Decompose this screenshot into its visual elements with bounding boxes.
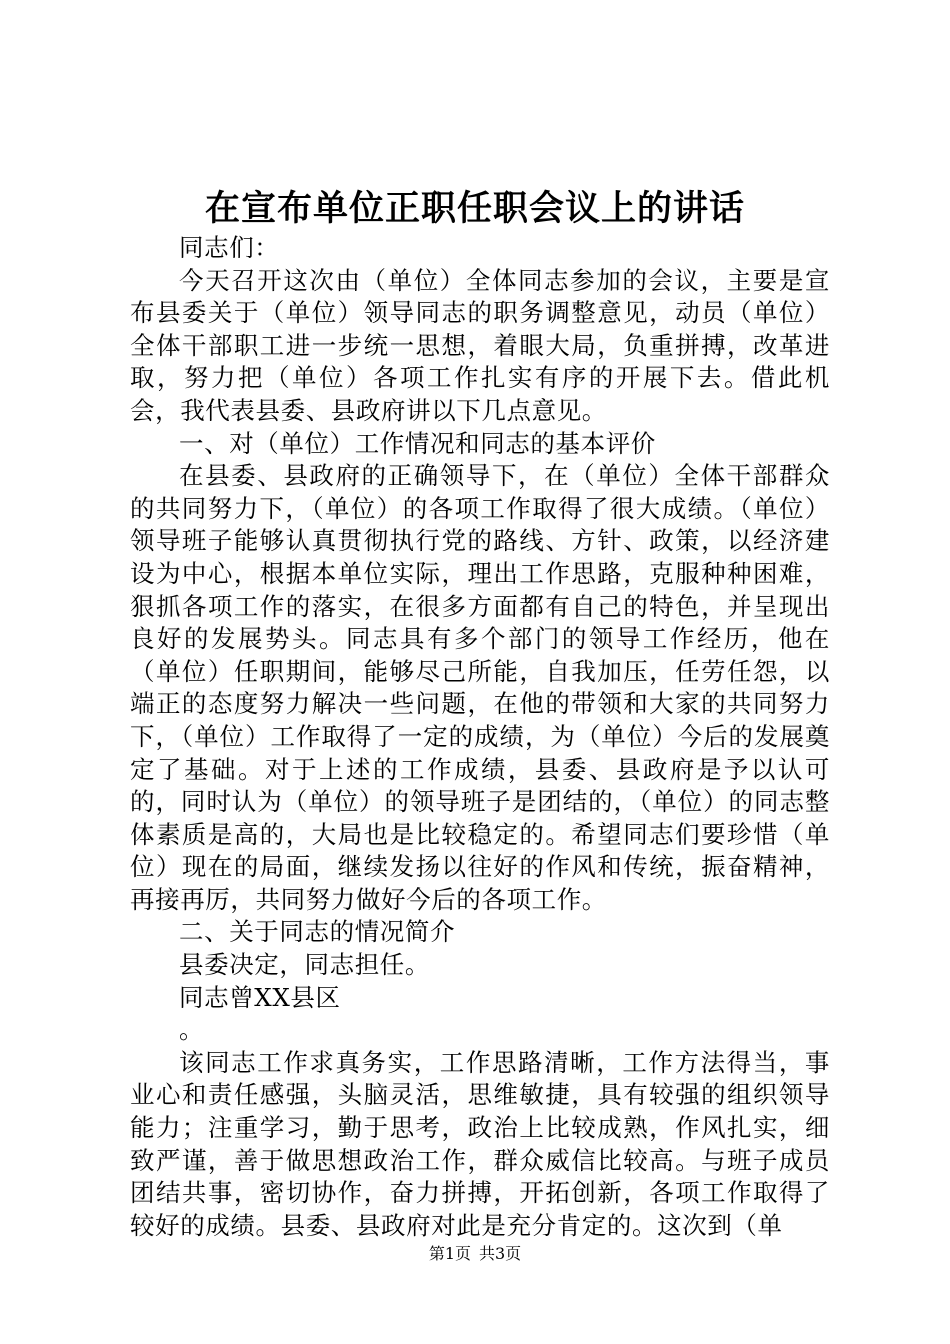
- appointment-line: 县委决定，同志担任。: [179, 950, 430, 980]
- assessment-paragraph: 该同志工作求真务实，工作思路清晰，工作方法得当，事业心和责任感强，头脑灵活，思维敏捷，具有较强的组织领导能力；注重学习，勤于思考，政治上比较成熟，作风扎实，细致严谨，善于做思想政治工作，群众威信比较高。与班子成员团结共事，密切协作，奋力拼搏，开拓创新，各项工作取得了较好的成绩。县委、县政府对此是充分肯定的。这次到（单: [130, 1047, 830, 1240]
- evaluation-paragraph: 在县委、县政府的正确领导下，在（单位）全体干部群众的共同努力下，（单位）的各项工作取得了很大成绩。（单位）领导班子能够认真贯彻执行党的路线、方针、政策，以经济建设为中心，根据本单位实际，理出工作思路，克服种种困难，狠抓各项工作的落实，在很多方面都有自己的特色，并呈现出良好的发展势头。同志具有多个部门的领导工作经历，他在（单位）任职期间，能够尽己所能，自我加压，任劳任怨，以端正的态度努力解决一些问题，在他的带领和大家的共同努力下，（单位）工作取得了一定的成绩，为（单位）今后的发展奠定了基础。对于上述的工作成绩，县委、县政府是予以认可的，同时认为（单位）的领导班子是团结的，（单位）的同志整体素质是高的，大局也是比较稳定的。希望同志们要珍惜（单位）现在的局面，继续发扬以往好的作风和传统，振奋精神，再接再厉，共同努力做好今后的各项工作。: [130, 461, 830, 914]
- intro-paragraph: 今天召开这次由（单位）全体同志参加的会议，主要是宣布县委关于（单位）领导同志的职务调整意见，动员（单位）全体干部职工进一步统一思想，着眼大局，负重拼搏，改革进取，努力把（单位）各项工作扎实有序的开展下去。借此机会，我代表县委、县政府讲以下几点意见。: [130, 265, 830, 425]
- salutation: 同志们：: [179, 233, 280, 262]
- document-body: [130, 232, 830, 1242]
- section-heading-2: 二、关于同志的情况简介: [179, 917, 456, 947]
- page-number: 第1页: [428, 1244, 471, 1263]
- document-title: 在宣布单位正职任职会议上的讲话: [204, 188, 745, 229]
- background-line: 同志曾XX县区: [179, 982, 341, 1012]
- period-line: 。: [179, 1015, 205, 1045]
- page-total: 共3页: [479, 1244, 522, 1263]
- page-footer: [0, 1243, 950, 1265]
- section-heading-1: 一、对（单位）工作情况和同志的基本评价: [179, 428, 656, 458]
